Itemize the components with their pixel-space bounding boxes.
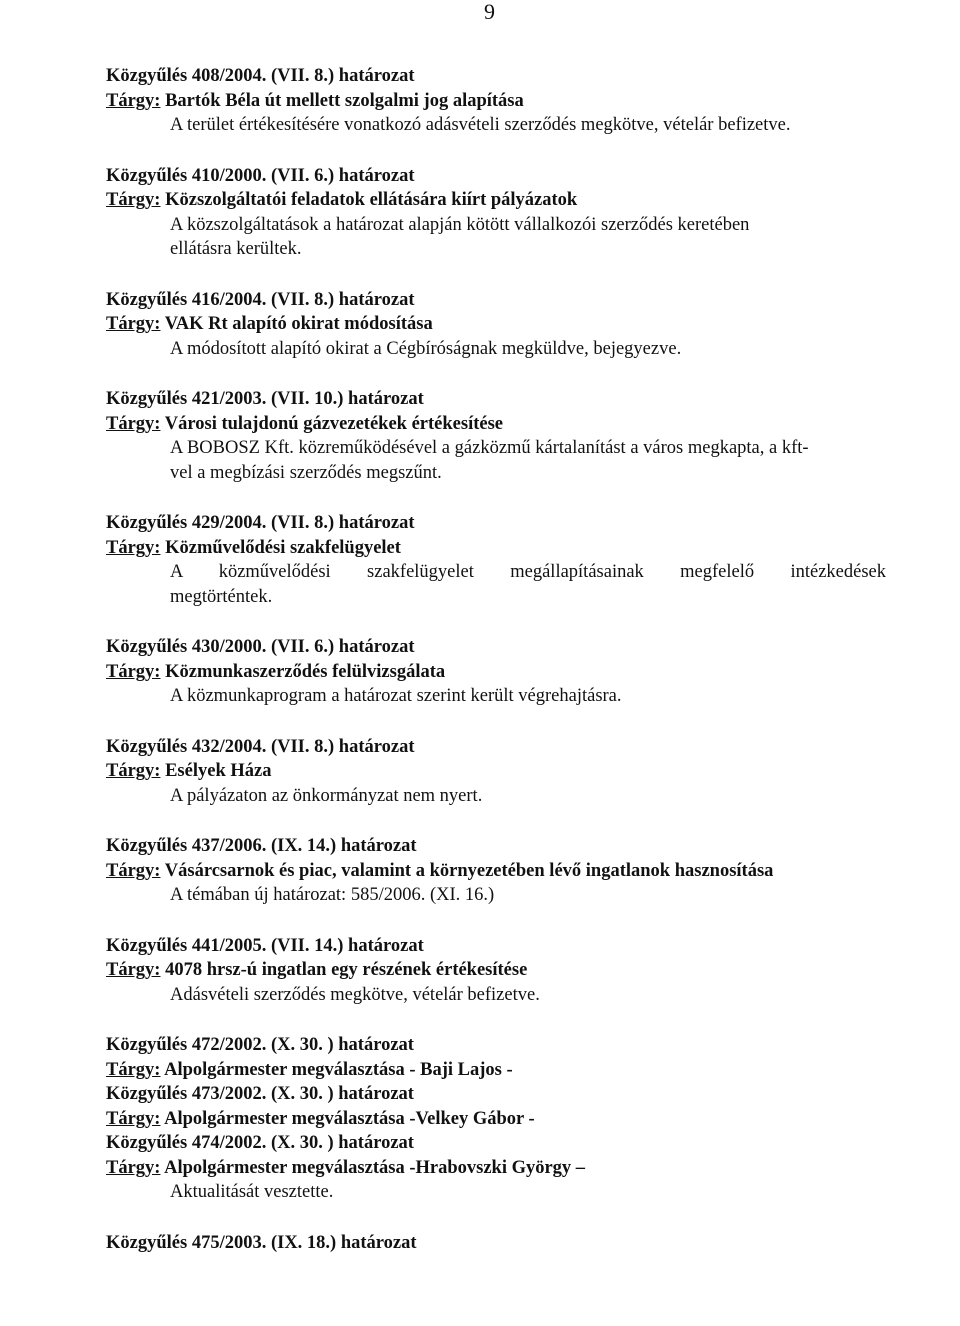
resolution-description: Adásvételi szerződés megkötve, vételár befizetve.	[170, 984, 540, 1005]
subject-label: Tárgy:	[106, 1108, 161, 1129]
resolution-subject	[106, 312, 886, 337]
resolution-description: A BOBOSZ Kft. közreműködésével a gázközmű kártalanítást a város megkapta, a kft-	[170, 438, 809, 458]
resolution-subject	[106, 1156, 886, 1181]
resolution-subject	[106, 1058, 886, 1083]
resolution-description: A módosított alapító okirat a Cégbíróságnak megküldve, bejegyezve.	[170, 338, 682, 359]
resolution-description: A közmunkaprogram a határozat szerint került végrehajtásra.	[170, 686, 622, 706]
resolution-entry	[106, 934, 886, 1008]
subject-text: Bartók Béla út mellett szolgalmi jog alapítása	[165, 90, 524, 111]
resolution-subject	[106, 89, 886, 114]
subject-label: Tárgy:	[106, 413, 161, 434]
resolution-subject	[106, 1107, 886, 1132]
resolution-description: A pályázaton az önkormányzat nem nyert.	[170, 785, 483, 806]
resolution-description: A közművelődési szakfelügyelet megállapításainak megfelelő intézkedések	[170, 562, 886, 582]
resolution-entry	[106, 635, 886, 709]
resolution-title: Közgyűlés 472/2002. (X. 30. ) határozat	[106, 1035, 414, 1055]
subject-text: Városi tulajdonú gázvezetékek értékesítése	[164, 413, 504, 434]
subject-label: Tárgy:	[106, 190, 161, 210]
resolution-entry	[106, 834, 886, 908]
resolution-title: Közgyűlés 416/2004. (VII. 8.) határozat	[106, 289, 415, 310]
resolution-description: Aktualitását vesztette.	[170, 1182, 334, 1202]
resolution-description: A közszolgáltatások a határozat alapján kötött vállalkozói szerződés keretében	[170, 214, 750, 235]
subject-label: Tárgy:	[106, 860, 161, 881]
resolution-entry	[106, 164, 886, 262]
resolution-group	[106, 1033, 886, 1205]
resolution-entry	[106, 735, 886, 809]
resolution-description: A témában új határozat: 585/2006. (XI. 16.)	[170, 885, 495, 905]
resolution-title: Közgyűlés 408/2004. (VII. 8.) határozat	[106, 66, 415, 86]
subject-label: Tárgy:	[106, 314, 161, 334]
resolution-description: megtörténtek.	[170, 586, 273, 607]
resolution-description: A terület értékesítésére vonatkozó adásvételi szerződés megkötve, vételár befizetve.	[170, 115, 791, 135]
subject-label: Tárgy:	[106, 661, 161, 682]
subject-text: Vásárcsarnok és piac, valamint a környezetében lévő ingatlanok hasznosítása	[164, 860, 774, 881]
resolution-entry	[106, 288, 886, 362]
resolution-entry	[106, 1231, 886, 1256]
subject-text: Esélyek Háza	[165, 761, 272, 781]
resolution-title: Közgyűlés 475/2003. (IX. 18.) határozat	[106, 1232, 417, 1253]
subject-label: Tárgy:	[106, 1059, 161, 1080]
resolution-subject	[106, 660, 886, 685]
resolution-subject	[106, 536, 886, 561]
subject-label: Tárgy:	[106, 90, 161, 111]
resolution-entry	[106, 511, 886, 609]
subject-label: Tárgy:	[106, 960, 161, 980]
subject-text: Közművelődési szakfelügyelet	[165, 537, 401, 558]
subject-label: Tárgy:	[106, 761, 161, 781]
resolution-title: Közgyűlés 430/2000. (VII. 6.) határozat	[106, 637, 415, 657]
resolution-title: Közgyűlés 441/2005. (VII. 14.) határozat	[106, 935, 424, 956]
resolution-title: Közgyűlés 429/2004. (VII. 8.) határozat	[106, 513, 415, 533]
resolution-description: ellátásra kerültek.	[170, 239, 302, 259]
resolution-subject	[106, 859, 886, 884]
resolution-subject	[106, 412, 886, 437]
resolution-subject	[106, 958, 886, 983]
subject-label: Tárgy:	[106, 537, 161, 558]
resolution-title: Közgyűlés 437/2006. (IX. 14.) határozat	[106, 836, 417, 856]
subject-text: Alpolgármester megválasztása - Baji Lajos -	[164, 1059, 513, 1080]
resolution-subject	[106, 759, 886, 784]
resolution-entry	[106, 64, 886, 138]
resolution-subject	[106, 188, 886, 213]
resolution-title: Közgyűlés 432/2004. (VII. 8.) határozat	[106, 736, 415, 757]
subject-text: Alpolgármester megválasztása -Velkey Gábor -	[164, 1108, 535, 1129]
subject-text: 4078 hrsz-ú ingatlan egy részének értékesítése	[165, 960, 528, 980]
page-number: 9	[484, 0, 495, 24]
resolution-title: Közgyűlés 410/2000. (VII. 6.) határozat	[106, 165, 415, 186]
resolution-title: Közgyűlés 474/2002. (X. 30. ) határozat	[106, 1133, 414, 1153]
resolution-title: Közgyűlés 421/2003. (VII. 10.) határozat	[106, 389, 424, 409]
resolution-entry	[106, 387, 886, 485]
subject-text: VAK Rt alapító okirat módosítása	[164, 314, 433, 334]
subject-label: Tárgy:	[106, 1157, 161, 1178]
subject-text: Közmunkaszerződés felülvizsgálata	[165, 661, 446, 682]
subject-text: Alpolgármester megválasztása -Hrabovszki György –	[164, 1157, 586, 1178]
resolution-description: vel a megbízási szerződés megszűnt.	[170, 462, 442, 483]
document-body	[106, 64, 886, 1255]
subject-text: Közszolgáltatói feladatok ellátására kiírt pályázatok	[165, 190, 578, 210]
resolution-title: Közgyűlés 473/2002. (X. 30. ) határozat	[106, 1084, 414, 1104]
